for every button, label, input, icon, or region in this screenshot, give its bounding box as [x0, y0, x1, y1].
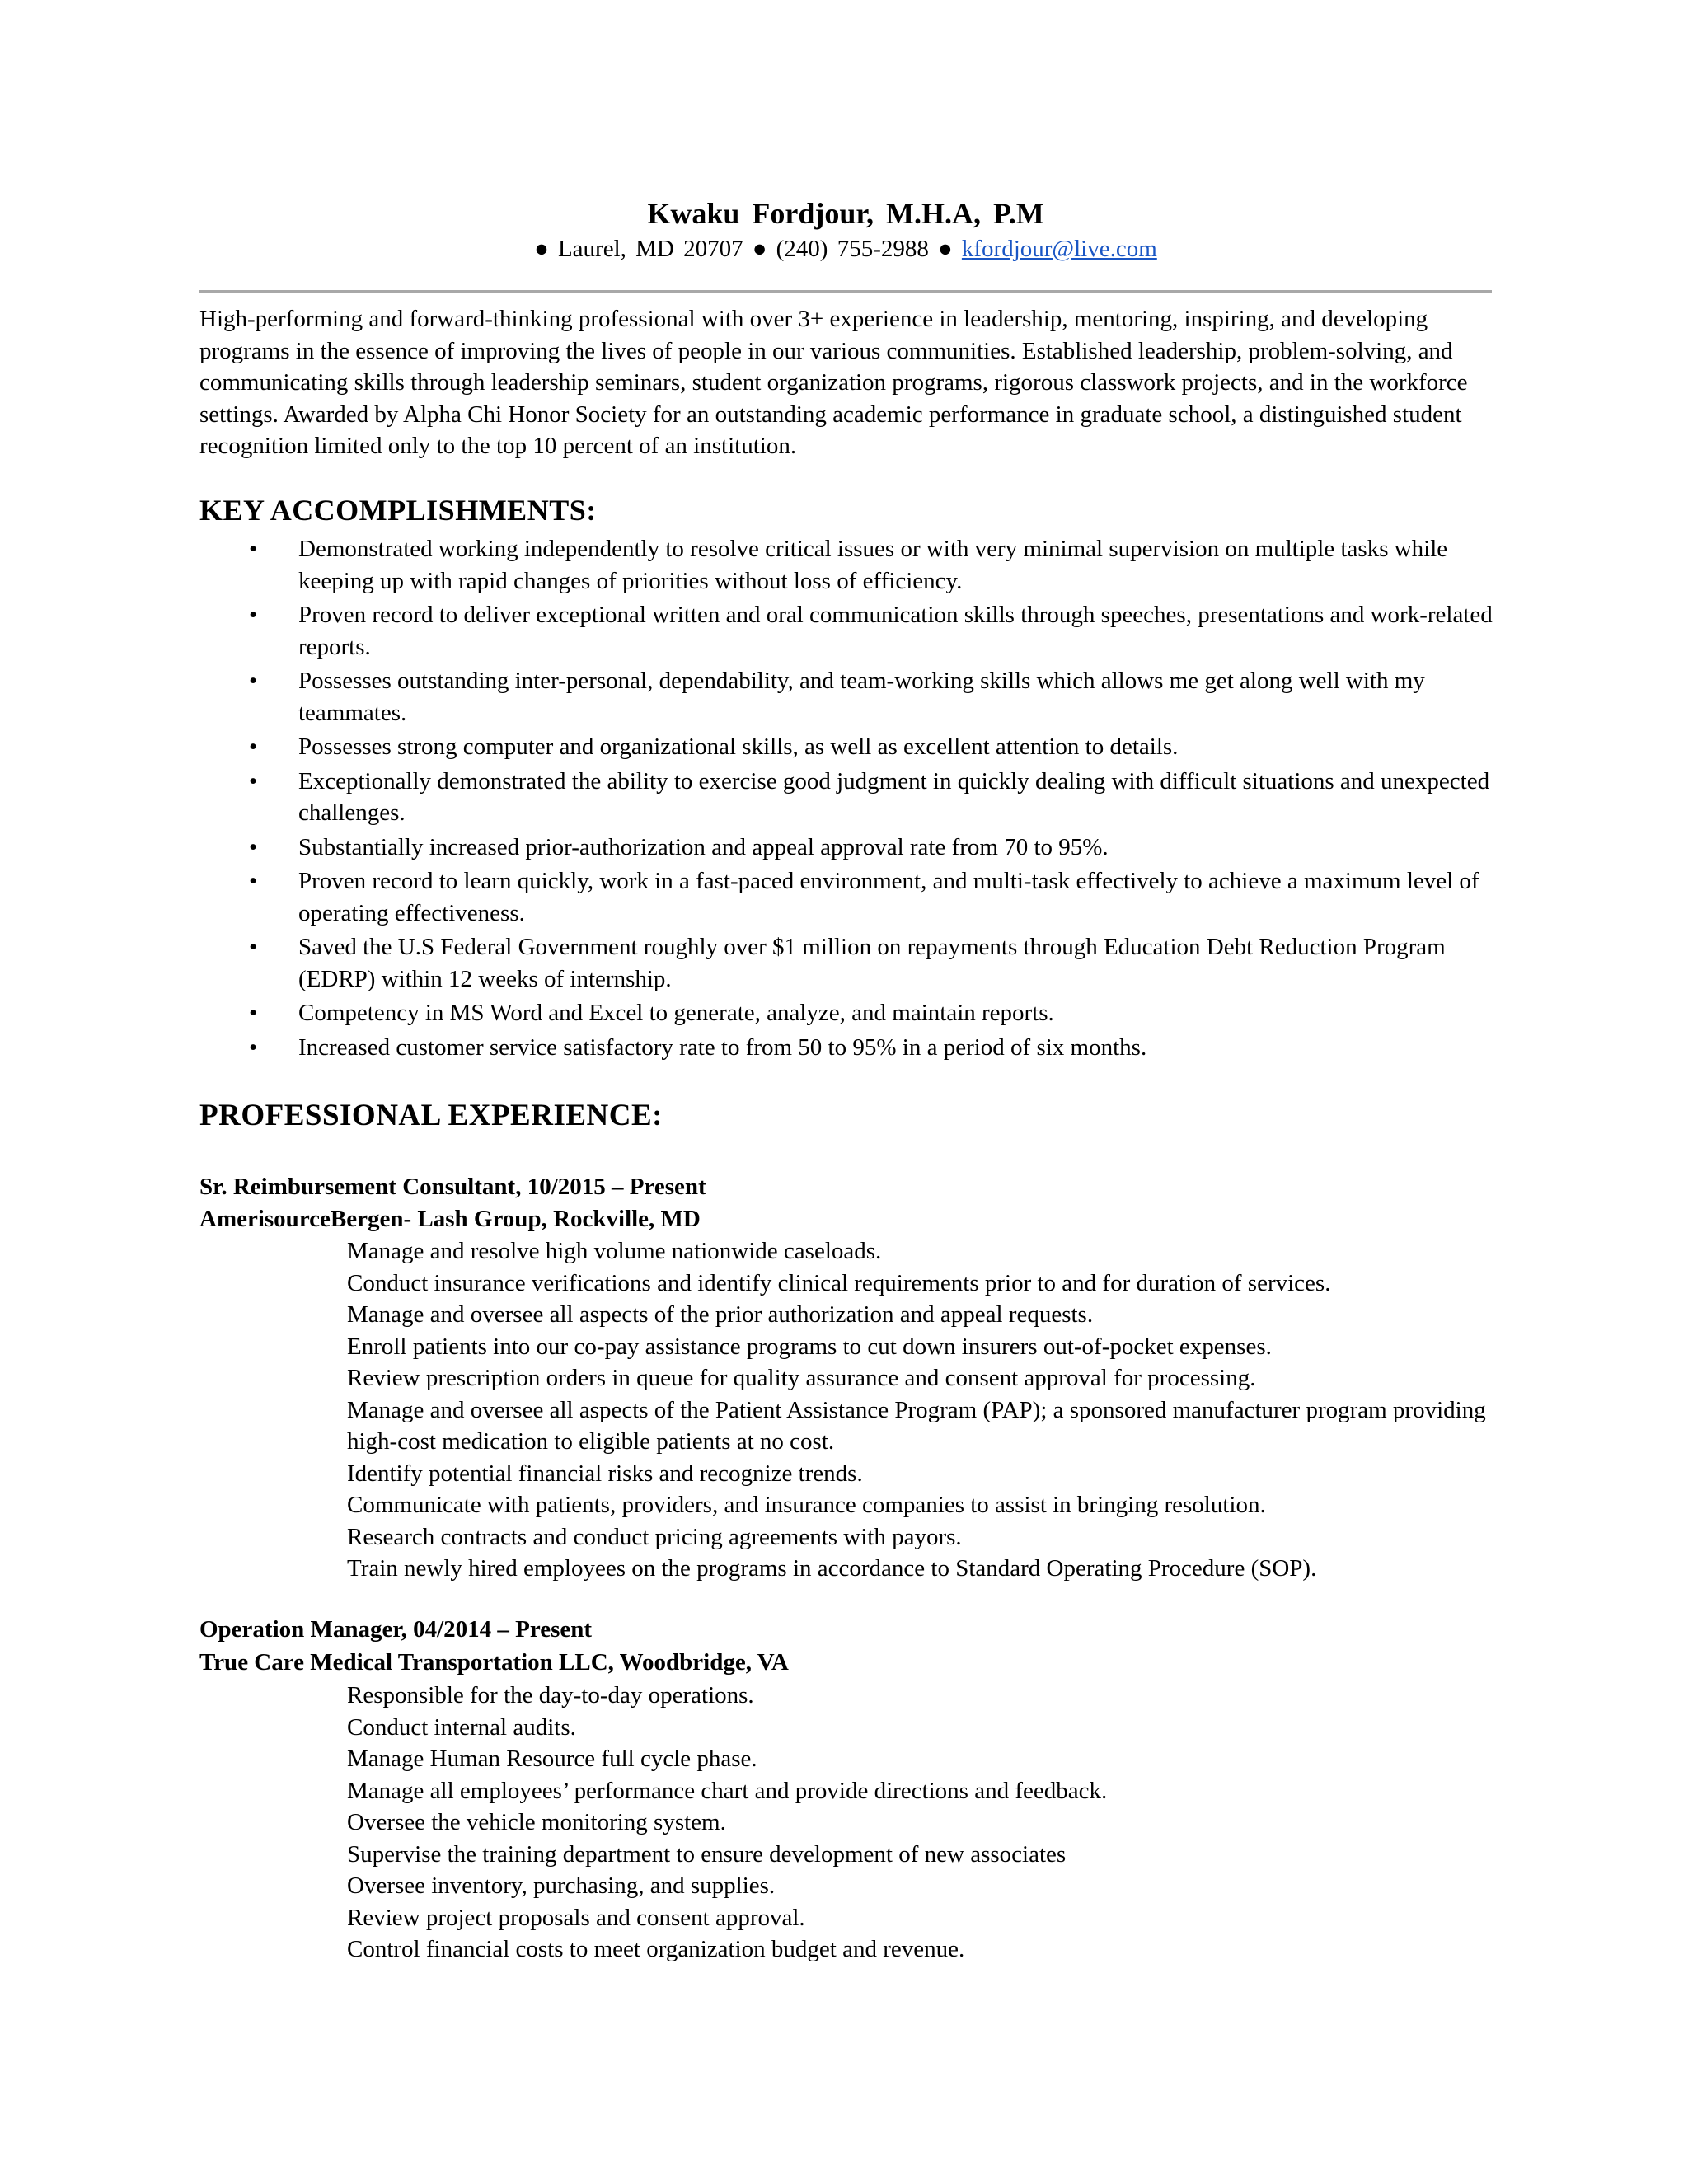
- duty-item: Supervise the training department to ensure development of new associates: [347, 1840, 1067, 1868]
- duty-item: Review project proposals and consent approval.: [347, 1904, 805, 1931]
- duty-item: Manage and oversee all aspects of the Patient Assistance Program (PAP); a sponsored manufacturer program providing high-cost medication to eligible patients at no cost.: [347, 1396, 1486, 1455]
- bullet-icon: •: [249, 733, 258, 760]
- bullet-icon: •: [249, 868, 258, 894]
- accomplishment-item: [199, 766, 1493, 829]
- bullet-icon: •: [249, 602, 258, 628]
- bullet-icon: •: [249, 1000, 258, 1026]
- job-duties-list: [347, 1680, 1517, 1966]
- bullet-icon: •: [249, 934, 258, 960]
- accomplishment-item: [199, 599, 1493, 663]
- accomplishment-item: [199, 865, 1493, 929]
- professional-experience-heading: PROFESSIONAL EXPERIENCE:: [199, 1099, 663, 1132]
- bullet-icon: •: [249, 767, 258, 794]
- duty-item: Communicate with patients, providers, and insurance companies to assist in bringing resolution.: [347, 1492, 1266, 1518]
- professional-summary: High-performing and forward-thinking professional with over 3+ experience in leadership, mentoring, inspiring, and developing programs in the essence of improving the lives of people in our various communities. Established leadership, problem-solving, and communicating skills through leadership seminars, student organization programs, rigorous classwork projects, and in the workforce settings. Awarded by Alpha Chi Honor Society for an outstanding academic performance in graduate school, a distinguished student recognition limited only to the top 10 percent of an institution.: [199, 306, 1468, 459]
- accomplishment-text: Increased customer service satisfactory rate to from 50 to 95% in a period of six months.: [298, 1033, 1147, 1061]
- duty-item: Research contracts and conduct pricing agreements with payors.: [347, 1523, 962, 1550]
- email-link[interactable]: kfordjour@live.com: [961, 236, 1157, 262]
- duty-item: Review prescription orders in queue for quality assurance and consent approval for processing.: [347, 1365, 1256, 1391]
- bullet-icon: •: [249, 536, 258, 562]
- duty-item: Control financial costs to meet organization budget and revenue.: [347, 1936, 965, 1962]
- accomplishment-text: Proven record to deliver exceptional written and oral communication skills through speeches, presentations and work-related reports.: [298, 602, 1493, 660]
- job-company: True Care Medical Transportation LLC, Woodbridge, VA: [199, 1649, 789, 1675]
- duty-item: Conduct internal audits.: [347, 1713, 576, 1741]
- duty-item: Manage and oversee all aspects of the prior authorization and appeal requests.: [347, 1301, 1094, 1328]
- duty-item: Manage Human Resource full cycle phase.: [347, 1746, 757, 1772]
- duty-item: Identify potential financial risks and recognize trends.: [347, 1460, 863, 1487]
- accomplishment-item: [199, 533, 1493, 597]
- duty-item: Oversee inventory, purchasing, and supplies.: [347, 1872, 776, 1899]
- duty-item: Responsible for the day-to-day operations.: [347, 1682, 754, 1708]
- accomplishment-text: Possesses strong computer and organizational skills, as well as excellent attention to details.: [298, 733, 1179, 760]
- accomplishment-text: Proven record to learn quickly, work in a fast-paced environment, and multi-task effectively to achieve a maximum level of operating effectiveness.: [298, 868, 1479, 926]
- job-title: Sr. Reimbursement Consultant, 10/2015 – Present: [199, 1174, 706, 1200]
- accomplishment-item: [199, 731, 1493, 763]
- accomplishment-text: Substantially increased prior-authorization and appeal approval rate from 70 to 95%.: [298, 833, 1109, 860]
- accomplishment-text: Competency in MS Word and Excel to generate, analyze, and maintain reports.: [298, 1000, 1054, 1026]
- accomplishment-text: Possesses outstanding inter-personal, dependability, and team-working skills which allows me get along well with my teammates.: [298, 668, 1425, 726]
- accomplishment-text: Demonstrated working independently to resolve critical issues or with very minimal supervision on multiple tasks while keeping up with rapid changes of priorities without loss of efficiency.: [298, 536, 1448, 594]
- duty-item: Enroll patients into our co-pay assistance programs to cut down insurers out-of-pocket expenses.: [347, 1333, 1272, 1360]
- accomplishment-text: Saved the U.S Federal Government roughly over $1 million on repayments through Education Debt Reduction Program (EDRP) within 12 weeks of internship.: [298, 934, 1446, 992]
- accomplishment-item: [199, 931, 1493, 995]
- duty-item: Manage and resolve high volume nationwide caseloads.: [347, 1238, 882, 1264]
- accomplishment-text: Exceptionally demonstrated the ability to exercise good judgment in quickly dealing with difficult situations and unexpected challenges.: [298, 767, 1490, 826]
- contact-details: ● Laurel, MD 20707 ● (240) 755-2988 ●: [534, 236, 962, 262]
- duty-item: Manage all employees’ performance chart and provide directions and feedback.: [347, 1777, 1108, 1804]
- accomplishment-item: [199, 665, 1493, 729]
- candidate-name: Kwaku Fordjour, M.H.A, P.M: [647, 197, 1044, 230]
- job-company: AmerisourceBergen- Lash Group, Rockville, MD: [199, 1206, 701, 1232]
- contact-line: [199, 236, 1492, 263]
- duty-item: Train newly hired employees on the programs in accordance to Standard Operating Procedure (SOP).: [347, 1555, 1317, 1582]
- bullet-icon: •: [249, 833, 258, 860]
- header-divider: [199, 290, 1492, 293]
- job-title: Operation Manager, 04/2014 – Present: [199, 1616, 593, 1643]
- bullet-icon: •: [249, 1033, 258, 1061]
- bullet-icon: •: [249, 668, 258, 694]
- job-duties-list: [347, 1235, 1517, 1585]
- duty-item: Conduct insurance verifications and identify clinical requirements prior to and for duration of services.: [347, 1269, 1331, 1296]
- key-accomplishments-heading: KEY ACCOMPLISHMENTS:: [199, 494, 597, 527]
- duty-item: Oversee the vehicle monitoring system.: [347, 1809, 726, 1835]
- accomplishment-item: [199, 832, 1493, 864]
- accomplishments-list: [199, 533, 1493, 1066]
- accomplishment-item: [199, 997, 1493, 1029]
- accomplishment-item: [199, 1032, 1493, 1064]
